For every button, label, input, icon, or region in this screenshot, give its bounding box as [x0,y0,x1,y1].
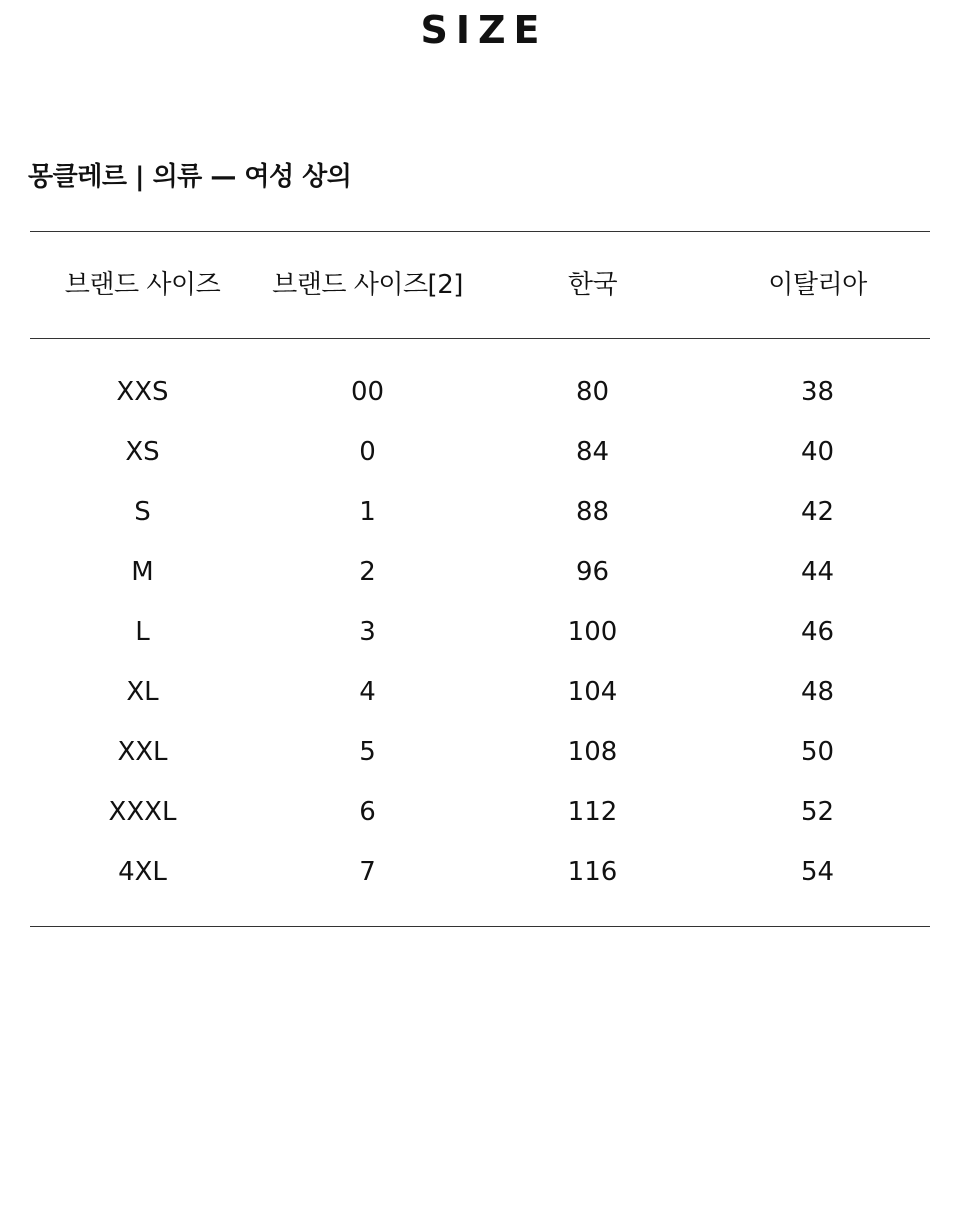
section-heading: 몽클레르 | 의류 — 여성 상의 [28,162,352,192]
table-cell: 54 [800,857,835,887]
table-cell: 46 [800,617,835,647]
table-cell: XXXL [108,797,177,827]
table-cell: S [134,497,151,527]
table-row [30,482,930,542]
table-row [30,662,930,722]
table-cell: 4 [359,677,376,707]
table-cell: 112 [567,797,618,827]
table-cell: 50 [800,737,835,767]
table-cell: 0 [359,437,376,467]
table-row [30,782,930,842]
table-cell: 52 [800,797,835,827]
table-bottom-divider [30,926,930,927]
table-cell: 96 [575,557,610,587]
table-cell: 00 [350,377,385,407]
table-cell: 108 [567,737,618,767]
table-cell: 100 [567,617,618,647]
column-header-korea: 한국 [567,270,618,300]
table-body [30,362,930,902]
table-header-row [30,262,930,308]
column-header-brand-size-2: 브랜드 사이즈[2] [272,270,463,300]
table-cell: 3 [359,617,376,647]
table-cell: XXS [116,377,169,407]
table-cell: 6 [359,797,376,827]
table-cell: 48 [800,677,835,707]
table-cell: L [135,617,150,647]
table-cell: 1 [359,497,376,527]
table-cell: 40 [800,437,835,467]
table-cell: 104 [567,677,618,707]
table-cell: 38 [800,377,835,407]
column-header-brand-size: 브랜드 사이즈 [64,270,221,300]
table-cell: XS [125,437,160,467]
table-row [30,602,930,662]
table-cell: 42 [800,497,835,527]
table-header-divider [30,338,930,339]
table-cell: XL [126,677,159,707]
table-row [30,722,930,782]
table-top-divider [30,231,930,232]
page-title: SIZE [420,8,548,52]
table-cell: 84 [575,437,610,467]
table-cell: 5 [359,737,376,767]
table-row [30,842,930,902]
table-cell: 7 [359,857,376,887]
table-row [30,542,930,602]
table-cell: 116 [567,857,618,887]
table-cell: 80 [575,377,610,407]
table-cell: 88 [575,497,610,527]
table-cell: M [131,557,154,587]
table-row [30,362,930,422]
table-row [30,422,930,482]
table-cell: 4XL [118,857,167,887]
table-cell: 44 [800,557,835,587]
table-cell: XXL [117,737,168,767]
table-cell: 2 [359,557,376,587]
column-header-italy: 이탈리아 [768,270,867,300]
